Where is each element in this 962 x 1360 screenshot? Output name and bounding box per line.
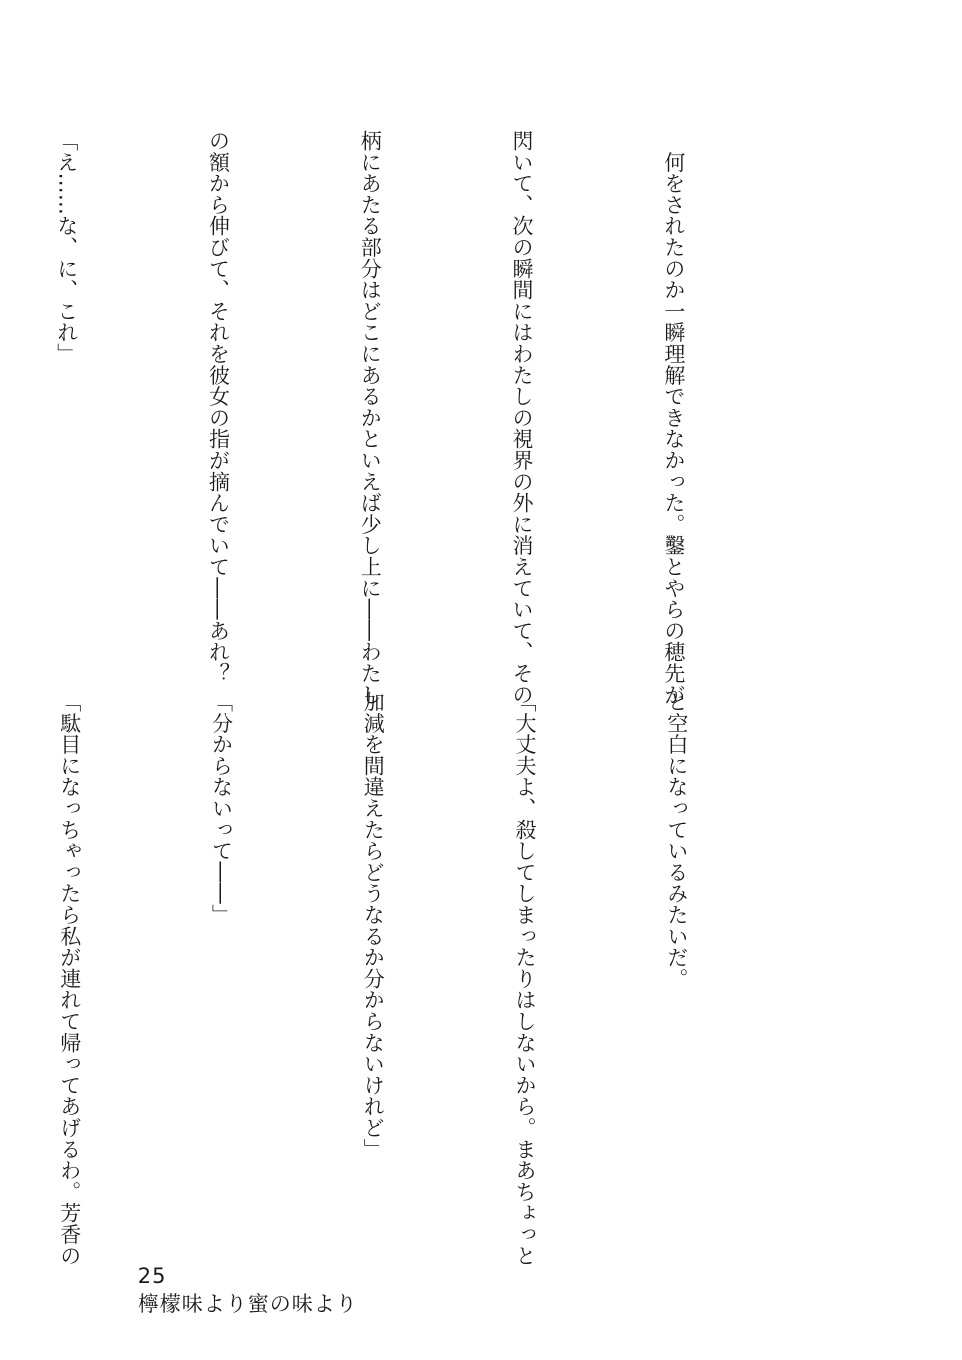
- text-line: 「分からないって――」: [209, 691, 234, 926]
- text-line: 「大丈夫よ、殺してしまったりはしないから。まあちょっと: [513, 691, 538, 1267]
- page-number: 25: [137, 1264, 167, 1288]
- text-line: 何をされたのか一瞬理解できなかった。鑿とやらの穂先が: [661, 130, 686, 706]
- page-footer: [107, 1240, 358, 1342]
- lower-text-block: [57, 691, 803, 1267]
- text-line: 「え……な、に、これ」: [54, 130, 79, 365]
- text-line: と空白になっているみたいだ。: [664, 691, 689, 990]
- text-line: の額から伸びて、それを彼女の指が摘んでいて――あれ？: [206, 130, 231, 684]
- upper-text-block: [54, 130, 800, 706]
- book-title: 檸檬味より蜜の味より: [137, 1292, 358, 1316]
- text-line: 加減を間違えたらどうなるか分からないけれど」: [361, 691, 386, 1160]
- text-line: 閃いて、次の瞬間にはわたしの視界の外に消えていて、その: [510, 130, 535, 706]
- text-line: 柄にあたる部分はどこにあるかといえば少し上に――わたし: [358, 130, 383, 706]
- text-line: 「駄目になっちゃったら私が連れて帰ってあげるわ。芳香の: [57, 691, 82, 1267]
